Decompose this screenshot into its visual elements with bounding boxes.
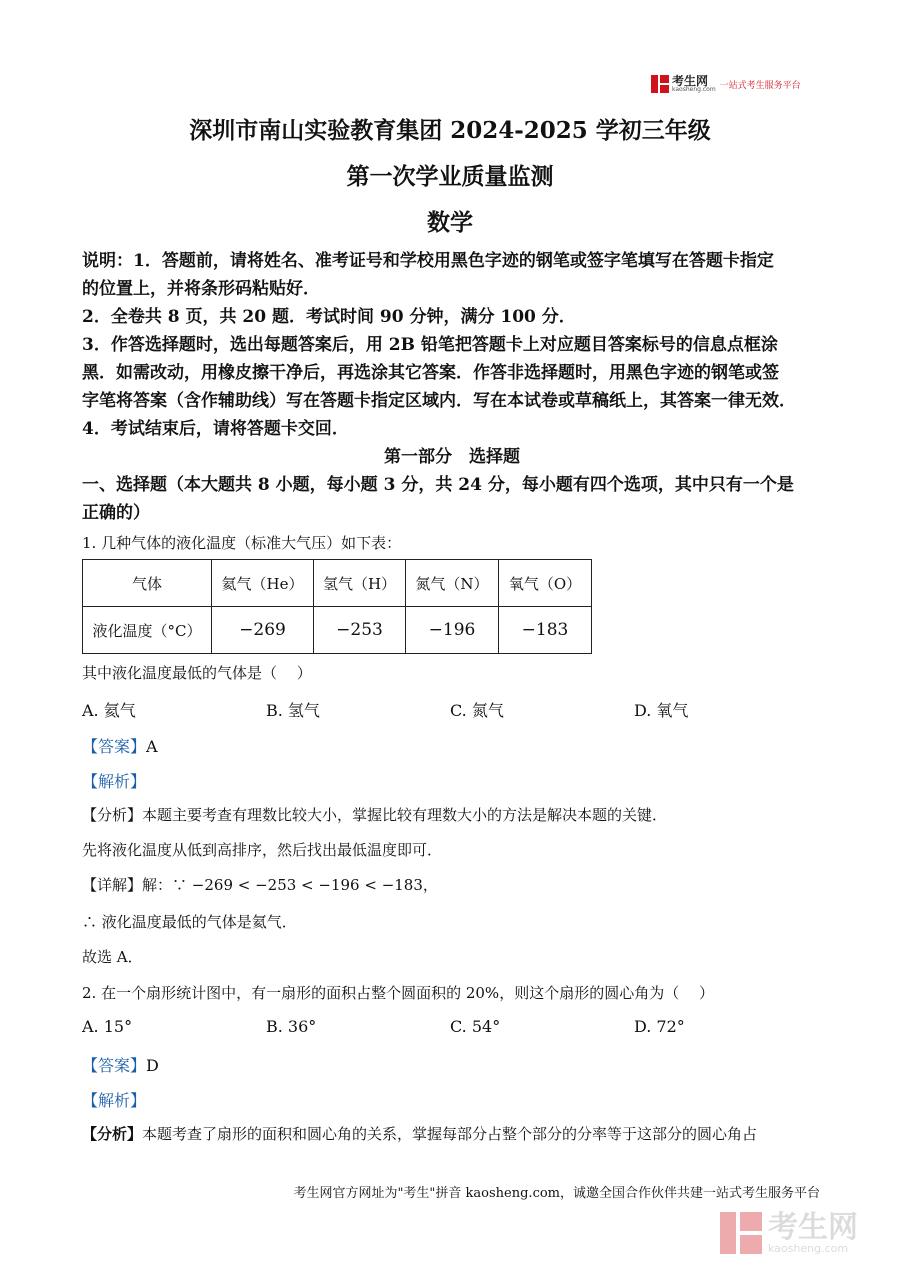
q1-choose: 故选 A．: [82, 948, 143, 966]
option-b: B. 氢气: [266, 701, 320, 720]
q1-stem: 1. 几种气体的液化温度（标准大气压）如下表：: [82, 534, 402, 552]
q1-detail: [82, 874, 822, 895]
table-cell: −183: [499, 607, 592, 654]
answer-tag: 【答案】: [82, 1056, 147, 1075]
q2-answer: [82, 1053, 822, 1076]
fenxi-tag: 【分析】: [82, 1125, 143, 1143]
instruction-line: 字笔将答案（含作辅助线）写在答题卡指定区域内．写在本试卷或草稿纸上，其答案一律无效．: [82, 391, 796, 411]
instruction-line: 4．考试结束后，请将答题卡交回．: [82, 419, 349, 439]
fenxi-text: 本题考查了扇形的面积和圆心角的关系，掌握每部分占整个部分的分率等于这部分的圆心角占: [142, 1125, 758, 1143]
option-d: D. 氧气: [634, 701, 689, 720]
analysis-tag: 【解析】: [82, 772, 147, 791]
table-cell: 液化温度（°C）: [83, 607, 212, 654]
q1-fenxi-2: 先将液化温度从低到高排序，然后找出最低温度即可．: [82, 841, 443, 859]
section-heading: 正确的）: [82, 503, 150, 523]
q1-answer: [82, 734, 822, 757]
option-c: C. 氮气: [450, 701, 504, 720]
q2-stem: 2. 在一个扇形统计图中，有一扇形的面积占整个圆面积的 20%，则这个扇形的圆心角为（ ）: [82, 984, 714, 1002]
option-a: A. 氦气: [82, 701, 136, 720]
table-cell: 气体: [83, 560, 212, 607]
watermark-logo: [720, 1209, 858, 1255]
option-b: B. 36°: [266, 1017, 317, 1036]
q1-conclusion: ∴ 液化温度最低的气体是氦气．: [82, 913, 297, 931]
logo-name: 考生网: [672, 74, 709, 88]
table-row: [83, 607, 592, 654]
answer-value: D: [146, 1056, 159, 1075]
option-c: C. 54°: [450, 1017, 501, 1036]
watermark-domain: kaosheng.com: [768, 1241, 849, 1255]
watermark-name: 考生网: [768, 1209, 858, 1245]
table-cell: 氢气（H）: [314, 560, 406, 607]
instruction-line: 2．全卷共 8 页，共 20 题．考试时间 90 分钟，满分 100 分．: [82, 307, 576, 327]
analysis-tag: 【解析】: [82, 1091, 147, 1110]
exam-title-line1: 深圳市南山实验教育集团 2024-2025 学初三年级: [189, 117, 711, 144]
instruction-line: 的位置上，并将条形码粘贴好．: [82, 279, 320, 299]
table-cell: 氦气（He）: [212, 560, 314, 607]
detail-text: 解：∵ −269 < −253 < −196 < −183，: [142, 876, 438, 894]
q1-fenxi: [82, 804, 822, 825]
answer-tag: 【答案】: [82, 737, 147, 756]
subject-title: 数学: [427, 209, 473, 236]
fenxi-text: 本题主要考查有理数比较大小，掌握比较有理数大小的方法是解决本题的关键．: [142, 806, 668, 824]
q2-fenxi: [82, 1123, 822, 1144]
table-cell: 氮气（N）: [406, 560, 499, 607]
section-heading: 一、选择题（本大题共 8 小题，每小题 3 分，共 24 分，每小题有四个选项，其中只有一个是: [82, 475, 794, 495]
q2-analysis-label: [82, 1088, 822, 1111]
table-cell: −196: [406, 607, 499, 654]
q1-analysis-label: [82, 769, 822, 792]
exam-title-line2: 第一次学业质量监测: [346, 163, 554, 190]
footer-note: 考生网官方网址为"考生"拼音 kaosheng.com，诚邀全国合作伙伴共建一站式考生服务平台: [293, 1186, 820, 1201]
kaosheng-logo-icon: [651, 75, 669, 93]
table-cell: 氧气（O）: [499, 560, 592, 607]
fenxi-tag: 【分析】: [82, 806, 143, 824]
logo-domain: kaosheng.com: [672, 86, 716, 93]
answer-value: A: [146, 737, 158, 756]
instruction-line: 说明：1．答题前，请将姓名、准考证号和学校用黑色字迹的钢笔或签字笔填写在答题卡指定: [82, 251, 774, 271]
table-row: [83, 560, 592, 607]
part-heading: 第一部分 选择题: [384, 447, 520, 467]
gas-temperature-table: [82, 559, 592, 654]
option-d: D. 72°: [634, 1017, 685, 1036]
header-logo: [651, 72, 801, 96]
detail-tag: 【详解】: [82, 876, 143, 894]
option-a: A. 15°: [82, 1017, 133, 1036]
kaosheng-watermark-icon: [720, 1212, 762, 1254]
instruction-line: 3．作答选择题时，选出每题答案后，用 2B 铅笔把答题卡上对应题目答案标号的信息点框涂: [82, 335, 778, 355]
instruction-line: 黑．如需改动，用橡皮擦干净后，再选涂其它答案．作答非选择题时，用黑色字迹的钢笔或签: [82, 363, 779, 383]
table-cell: −253: [314, 607, 406, 654]
logo-slogan: 一站式考生服务平台: [719, 80, 801, 91]
table-cell: −269: [212, 607, 314, 654]
q1-question: 其中液化温度最低的气体是（ ）: [82, 664, 312, 682]
